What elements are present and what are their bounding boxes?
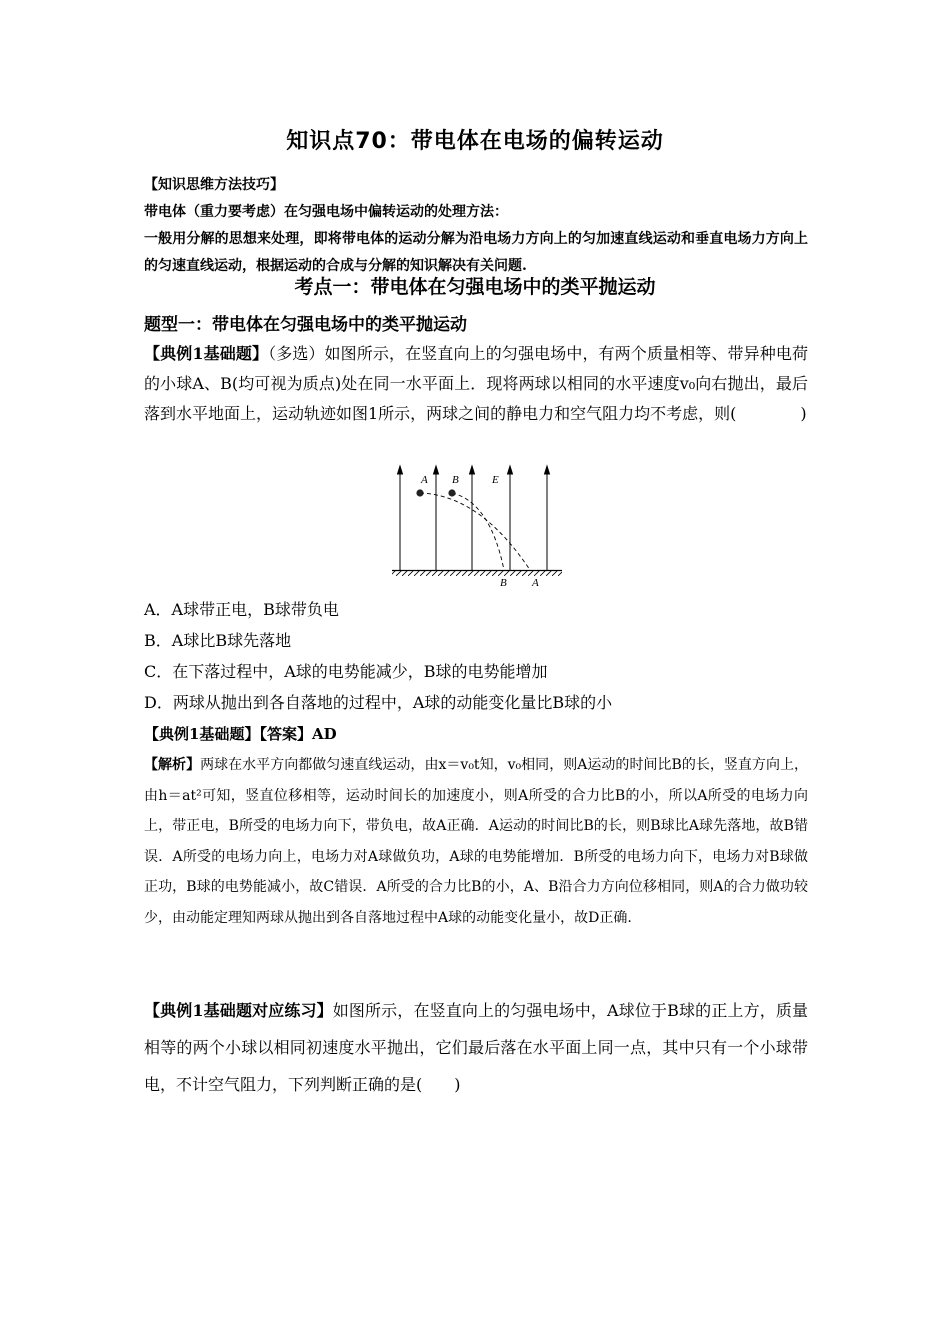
method-line-1: 带电体（重力要考虑）在匀强电场中偏转运动的处理方法： [144, 204, 508, 220]
example-1-tag: 【典例1基础题】 [144, 344, 269, 363]
option-a: A．A球带正电，B球带负电 [144, 600, 339, 619]
question-type-heading: 题型一：带电体在匀强电场中的类平抛运动 [144, 315, 467, 335]
label-a-top: A [421, 474, 428, 486]
practice [144, 992, 808, 1103]
ball-b [448, 489, 455, 496]
page-title: 知识点70：带电体在电场的偏转运动 [286, 129, 664, 154]
example-1 [144, 339, 808, 429]
analysis [144, 750, 808, 933]
trajectory-b [452, 493, 504, 570]
label-a-bottom: A [532, 577, 539, 589]
field-diagram [390, 462, 565, 590]
answer-line [144, 722, 808, 746]
method-line-2: 一般用分解的思想来处理，即将带电体的运动分解为沿电场力方向上的匀加速直线运动和垂直电场力方向上的匀速直线运动，根据运动的合成与分解的知识解决有关问题. [144, 231, 808, 274]
label-e: E [492, 474, 499, 486]
label-b-top: B [452, 474, 459, 486]
analysis-tag: 【解析】 [144, 757, 201, 773]
example-1-text: （多选）如图所示，在竖直向上的匀强电场中，有两个质量相等、带异种电荷的小球A、B(均可视为质点)处在同一水平面上．现将两球以相同的水平速度v₀向右抛出，最后落到水平地面上，运动轨迹如图1所示，两球之间的静电力和空气阻力均不考虑，则( ) [144, 344, 808, 423]
label-b-bottom: B [500, 577, 507, 589]
option-b: B．A球比B球先落地 [144, 631, 292, 650]
analysis-text: 两球在水平方向都做匀速直线运动，由x＝v₀t知，v₀相同，则A运动的时间比B的长，竖直方向上，由h＝at²可知，竖直位移相等，运动时间长的加速度小，则A所受的合力比B的小，所以A所受的电场力向上，带正电，B所受的电场力向下，带负电，故A正确．A运动的时间比B的长，则B球比A球先落地，故B错误．A所受的电场力向上，电场力对A球做负功，A球的电势能增加．B所受的电场力向下，电场力对B球做正功，B球的电势能减小，故C错误．A所受的合力比B的小，A、B沿合力方向位移相同，则A的合力做功较少，由动能定理知两球从抛出到各自落地过程中A球的动能变化量小，故D正确. [144, 757, 808, 926]
ball-a [416, 489, 423, 496]
practice-text: 如图所示，在竖直向上的匀强电场中，A球位于B球的正上方，质量相等的两个小球以相同初速度水平抛出，它们最后落在水平面上同一点，其中只有一个小球带电，不计空气阻力，下列判断正确的是( ) [144, 1001, 808, 1094]
section-heading: 考点一：带电体在匀强电场中的类平抛运动 [294, 276, 656, 298]
method-heading: 【知识思维方法技巧】 [144, 177, 284, 193]
ground-hatch [392, 571, 562, 576]
trajectory-figure [390, 462, 565, 594]
option-d: D．两球从抛出到各自落地的过程中，A球的动能变化量比B球的小 [144, 693, 613, 712]
option-c: C．在下落过程中，A球的电势能减少，B球的电势能增加 [144, 662, 548, 681]
answer-tag: 【典例1基础题】【答案】 [144, 725, 312, 743]
method-section [144, 172, 808, 280]
practice-tag: 【典例1基础题对应练习】 [144, 1001, 333, 1020]
answer-value: AD [311, 725, 337, 743]
